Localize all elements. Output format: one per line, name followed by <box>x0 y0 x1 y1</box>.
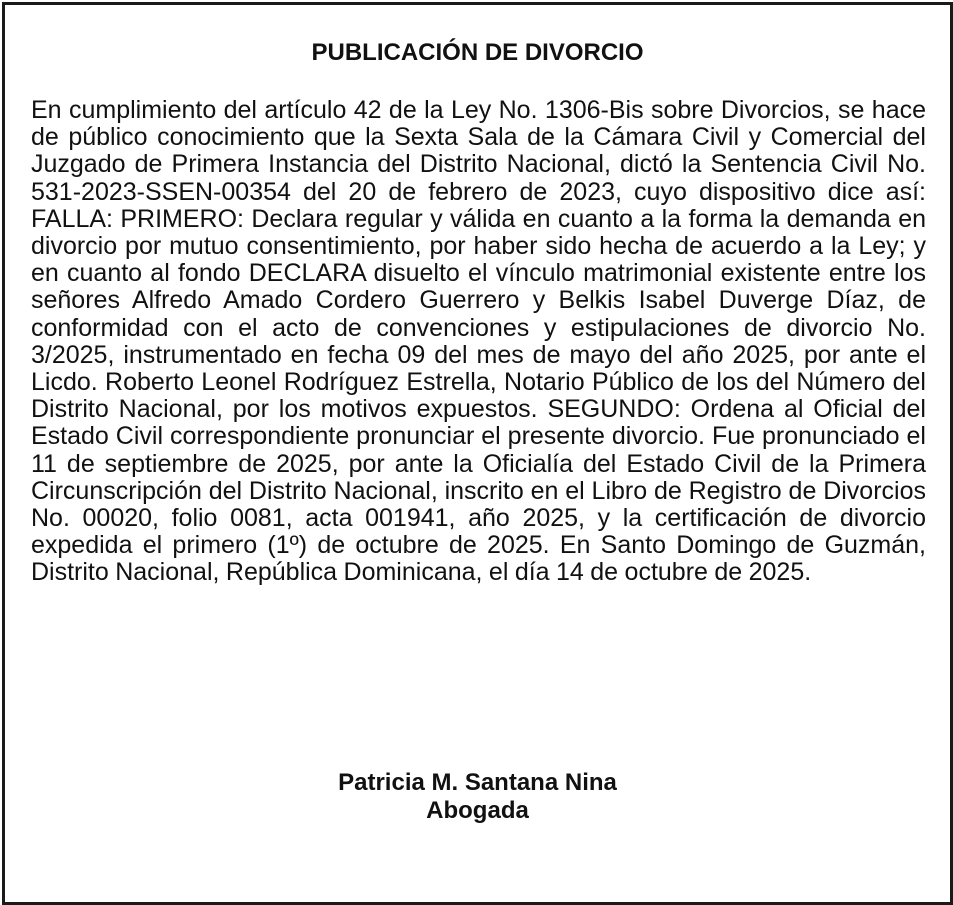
signature-name: Patricia M. Santana Nina <box>338 769 617 796</box>
signature-block <box>5 769 950 825</box>
notice-body: En cumplimiento del artículo 42 de la Ley No. 1306-Bis sobre Divorcios, se hace de público conocimiento que la Sexta Sala de la Cámara Civil y Comercial del Juzgado de Primera Instancia del Distrito Nacional, dictó la Sentencia Civil No. 531-2023-SSEN-00354 del 20 de febrero de 2023, cuyo dispositivo dice así: FALLA: PRIMERO: Declara regular y válida en cuanto a la forma la demanda en divorcio por mutuo consentimiento, por haber sido hecha de acuerdo a la Ley; y en cuanto al fondo DECLARA disuelto el vínculo matrimonial existente entre los señores Alfredo Amado Cordero Guerrero y Belkis Isabel Duverge Díaz, de conformidad con el acto de convenciones y estipulaciones de divorcio No. 3/2025, instrumentado en fecha 09 del mes de mayo del año 2025, por ante el Licdo. Roberto Leonel Rodríguez Estrella, Notario Público de los del Número del Distrito Nacional, por los motivos expuestos. SEGUNDO: Ordena al Oficial del Estado Civil correspondiente pronunciar el presente divorcio. Fue pronunciado el 11 de septiembre de 2025, por ante la Oficialía del Estado Civil de la Primera Circunscripción del Distrito Nacional, inscrito en el Libro de Registro de Divorcios No. 00020, folio 0081, acta 001941, año 2025, y la certificación de divorcio expedida el primero (1º) de octubre de 2025. En Santo Domingo de Guzmán, Distrito Nacional, República Dominicana, el día 14 de octubre de 2025. <box>31 96 926 587</box>
notice-frame <box>2 2 953 905</box>
signature-role: Abogada <box>426 797 529 824</box>
notice-title: PUBLICACIÓN DE DIVORCIO <box>311 39 644 66</box>
